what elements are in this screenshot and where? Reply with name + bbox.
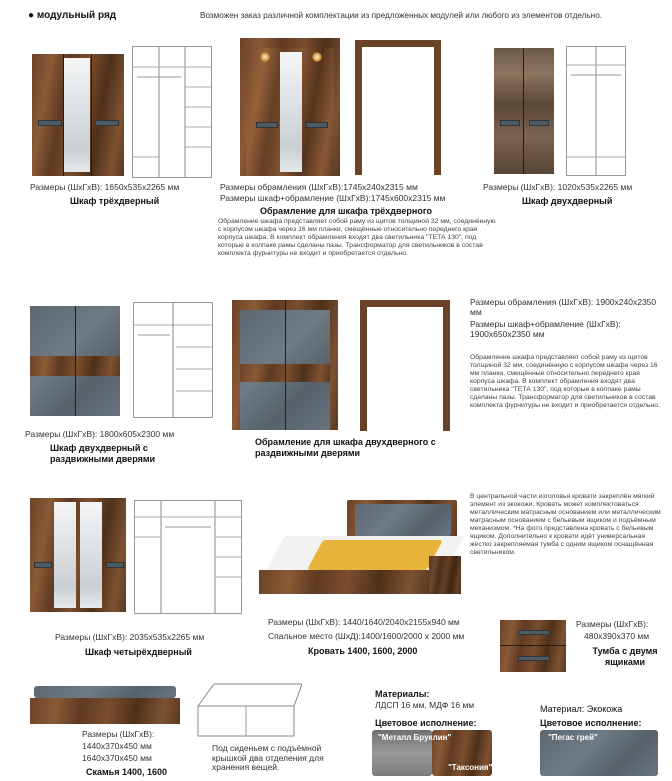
mirror-door (280, 52, 302, 172)
wardrobe3-photo (32, 54, 124, 176)
nightstand-photo (500, 620, 566, 672)
sliding-frame-size1: Размеры обрамления (ШхГхВ): 1900х240х2350 мм (470, 297, 657, 317)
wardrobe3-drawing (132, 46, 212, 178)
color-label-1: "Металл Бруклин" (378, 733, 452, 742)
wardrobe4-photo (30, 498, 126, 612)
sliding-frame-photo (232, 300, 338, 430)
nightstand-name: Тумба с двумя ящиками (592, 646, 658, 668)
frame3-name: Обрамление для шкафа трёхдверного (260, 206, 432, 216)
sliding-frame-size2: Размеры шкаф+обрамление (ШхГхВ): 1900х650х2350 мм (470, 319, 621, 339)
bench-size1: 1440х370х450 мм (82, 741, 152, 751)
blanket (307, 540, 443, 570)
wardrobe2-drawing (566, 46, 626, 176)
wardrobe2-name: Шкаф двухдверный (522, 196, 613, 206)
wardrobe2-size: Размеры (ШхГхВ): 1020х535х2265 мм (483, 182, 633, 192)
light-icon (312, 52, 322, 62)
bed-size: Размеры (ШхГхВ): 1440/1640/2040х2155х940 мм (268, 617, 460, 627)
color-label-2: "Таксония" (448, 763, 493, 772)
material2-title: Материал: Экокожа (540, 704, 623, 714)
bench-note: Под сиденьем с подъёмной крышкой два отделения для хранения вещей. (212, 743, 324, 773)
bed-description: В центральной части изголовья кровати закреплён мягкий элемент из экокожи. Кровать может комплектоваться металлическим матрасным основанием или металлическим матрасным основанием с бельевым ящиком и подъёмным механизмом. *На фото представлена кровать с бельевым ящиком. Дополнительно к кровати идёт универсальная жёстко закрепляемая тумба с одним ящиком оснащённая светильником. (470, 493, 661, 556)
material2-color-title: Цветовое исполнение: (540, 718, 642, 728)
materials-value: ЛДСП 16 мм, МДФ 16 мм (375, 700, 475, 710)
frame3-size1: Размеры обрамления (ШхГхВ):1745х240х2315 мм (220, 182, 418, 192)
section-title-text: модульный ряд (36, 10, 117, 21)
frame3-photo (240, 38, 340, 176)
sliding-frame-description: Обрамление шкафа представляет собой раму из щитов толщиной 32 мм, соединённую с корпусом шкафа через 16 мм планки, смещённые относительно переднего края корпуса шкафа. В комплект обрамления входят два светильника "ТЕТА 130", под которые в колпаке рамы сделаны пазы. Трансформатор для светильников в состав комплекта фурнитуры не входит и приобретается отдельно. (470, 354, 660, 409)
bench-photo (30, 686, 180, 724)
handle (95, 120, 119, 126)
mirror-door (64, 58, 90, 172)
materials-title: Материалы: (375, 689, 430, 699)
wardrobe4-size: Размеры (ШхГхВ): 2035х535х2265 мм (55, 632, 205, 642)
wardrobe4-drawing (134, 500, 242, 614)
bench-size2: 1640х370х450 мм (82, 753, 152, 763)
bench-name: Скамья 1400, 1600 (86, 767, 167, 777)
light-icon (260, 52, 270, 62)
headboard-cushion (355, 504, 451, 536)
wardrobe3-name: Шкаф трёхдверный (70, 196, 160, 206)
wardrobe2-photo (494, 48, 554, 174)
bench-drawing (190, 682, 302, 738)
frame3-size2: Размеры шкаф+обрамление (ШхГхВ):1745х600х2315 мм (220, 193, 446, 203)
color-label-3: "Пегас грей" (548, 733, 598, 742)
bed-base (259, 570, 429, 594)
header-note: Возможен заказ различной комплектации из предложенных модулей или любого из элементов отдельно. (200, 11, 603, 20)
sliding-name: Шкаф двухдверный с раздвижными дверями (50, 443, 156, 465)
sliding-frame-name: Обрамление для шкафа двухдверного с раздвижными дверями (255, 437, 436, 459)
frame3-description: Обрамление шкафа представляет собой раму из щитов толщиной 32 мм, соединённую с корпусом шкафа через 16 мм планки, смещённые относительно переднего края корпуса шкафа. В комплект обрамления входят два светильника "ТЕТА 130", под которые в колпаке рамы сделаны пазы. Трансформатор для светильников в состав комплекта фурнитуры не входит и приобретается отдельно. (218, 218, 496, 257)
bed-photo (255, 496, 465, 606)
sliding-drawing (133, 302, 213, 418)
section-title: ● модульный ряд (28, 10, 117, 21)
sliding-photo (30, 306, 120, 416)
wardrobe3-size: Размеры (ШхГхВ): 1650х535х2265 мм (30, 182, 180, 192)
nightstand-size: 480х390х370 мм (584, 631, 650, 641)
materials-color-title: Цветовое исполнение: (375, 718, 477, 728)
frame3-part (355, 40, 441, 175)
bench-size-label: Размеры (ШхГхВ): (82, 729, 155, 739)
nightstand-size-label: Размеры (ШхГхВ): (576, 619, 649, 629)
wardrobe4-name: Шкаф четырёхдверный (85, 647, 192, 657)
sliding-frame-part (360, 300, 450, 431)
handle (38, 120, 62, 126)
sliding-size: Размеры (ШхГхВ): 1800х605х2300 мм (25, 429, 175, 439)
bed-name: Кровать 1400, 1600, 2000 (308, 646, 418, 656)
bed-sleep: Спальное место (ШхД):1400/1600/2000 х 2000 мм (268, 631, 465, 641)
